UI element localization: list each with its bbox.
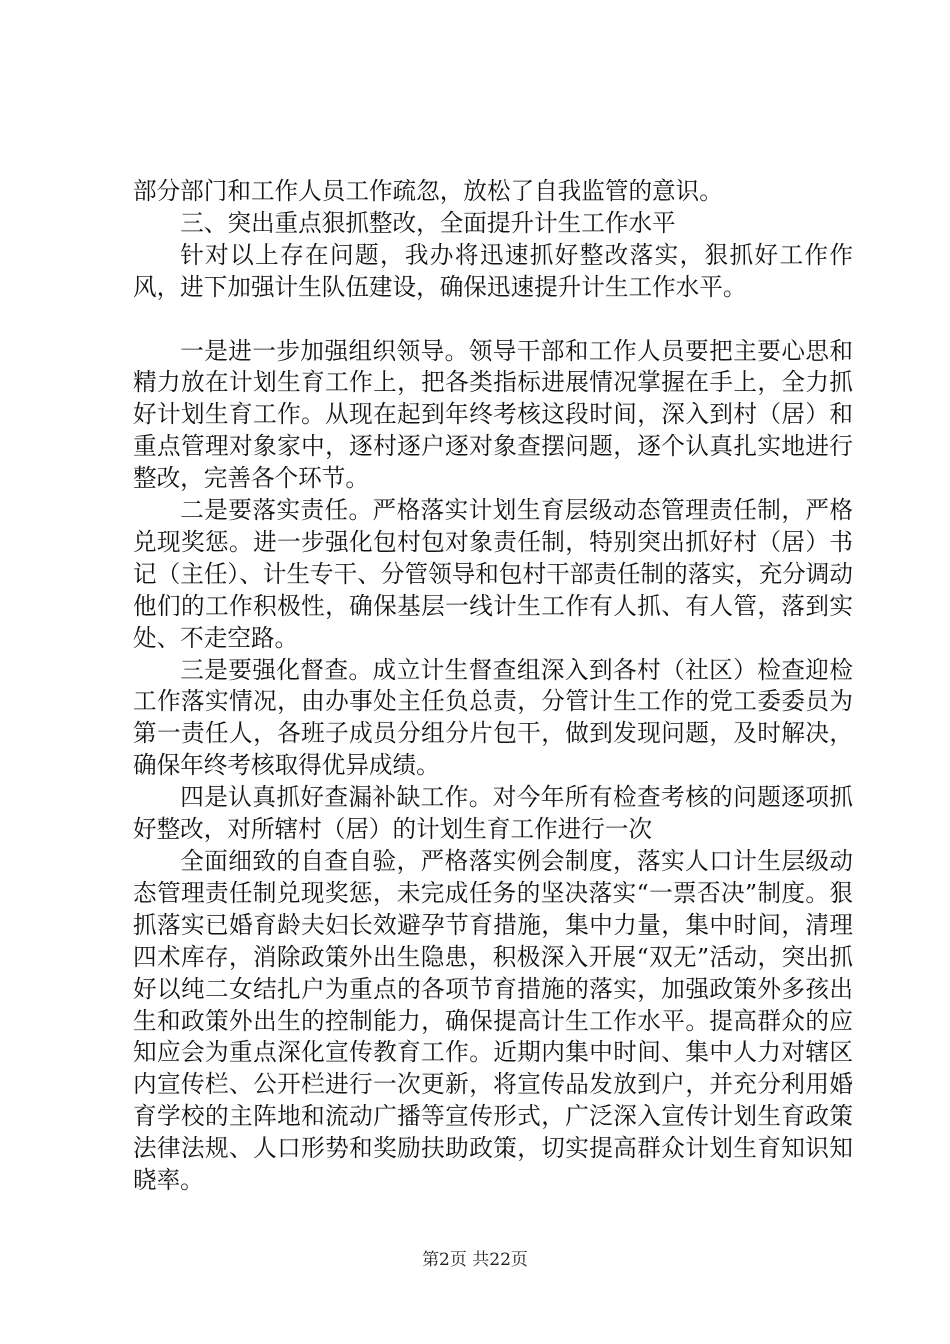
paragraph-item-4-continued: 全面细致的自查自验，严格落实例会制度，落实人口计生层级动态管理责任制兑现奖惩，未完成任务的坚决落实“一票否决”制度。狠抓落实已婚育龄夫妇长效避孕节育措施，集中力量，集中时间，清理四术库存，消除政策外出生隐患，积极深入开展“双无”活动，突出抓好以纯二女结扎户为重点的各项节育措施的落实，加强政策外多孩出生和政策外出生的控制能力，确保提高计生工作水平。提高群众的应知应会为重点深化宣传教育工作。近期内集中时间、集中人力对辖区内宣传栏、公开栏进行一次更新，将宣传品发放到户，并充分利用婚育学校的主阵地和流动广播等宣传形式，广泛深入宣传计划生育政策法律法规、人口形势和奖励扶助政策，切实提高群众计划生育知识知晓率。 [133, 847, 853, 1195]
paragraph-item-2: 二是要落实责任。严格落实计划生育层级动态管理责任制，严格兑现奖惩。进一步强化包村包对象责任制，特别突出抓好村（居）书记（主任）、计生专干、分管领导和包村干部责任制的落实，充分调动他们的工作积极性，确保基层一线计生工作有人抓、有人管，落到实处、不走空路。 [133, 496, 853, 652]
paragraph-intro: 针对以上存在问题，我办将迅速抓好整改落实，狠抓好工作作风，进下加强计生队伍建设，确保迅速提升计生工作水平。 [133, 240, 853, 301]
paragraph-item-4: 四是认真抓好查漏补缺工作。对今年所有检查考核的问题逐项抓好整改，对所辖村（居）的计划生育工作进行一次 [133, 783, 853, 844]
document-body [133, 176, 853, 1197]
paragraph-continuation: 部分部门和工作人员工作疏忽，放松了自我监管的意识。 [133, 177, 723, 205]
paragraph-item-3: 三是要强化督查。成立计生督查组深入到各村（社区）检查迎检工作落实情况，由办事处主任负总责，分管计生工作的党工委委员为第一责任人，各班子成员分组分片包干，做到发现问题，及时解决，确保年终考核取得优异成绩。 [133, 655, 853, 780]
page-number-footer: 第2页 共22页 [422, 1250, 528, 1270]
paragraph-item-1: 一是进一步加强组织领导。领导干部和工作人员要把主要心思和精力放在计划生育工作上，把各类指标进展情况掌握在手上，全力抓好计划生育工作。从现在起到年终考核这段时间，深入到村（居）和重点管理对象家中，逐村逐户逐对象查摆问题，逐个认真扎实地进行整改，完善各个环节。 [133, 336, 853, 493]
paragraph-gap [133, 304, 853, 336]
section-heading: 三、突出重点狠抓整改，全面提升计生工作水平 [180, 208, 676, 237]
